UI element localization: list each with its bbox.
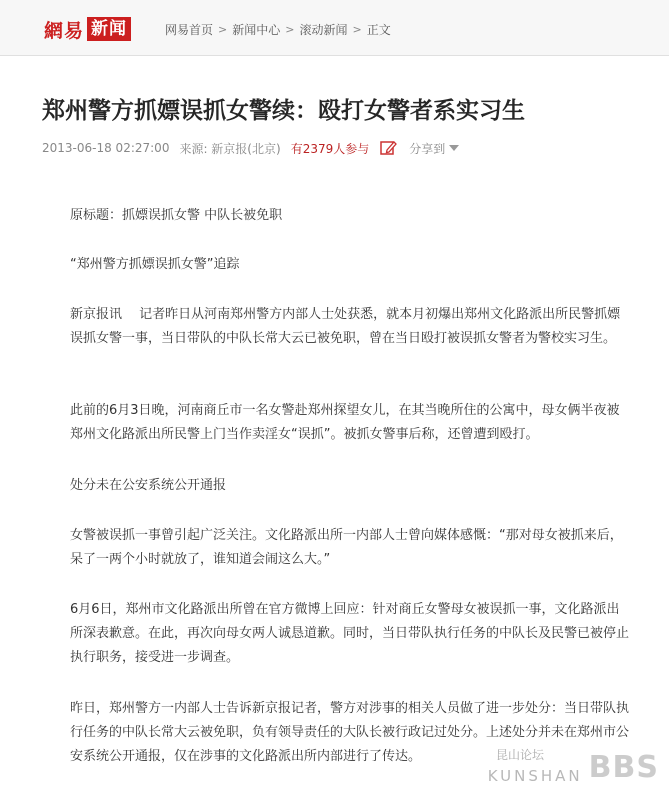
logo-text: 網易 bbox=[44, 19, 85, 42]
share-button[interactable] bbox=[409, 140, 459, 157]
breadcrumb-separator: > bbox=[352, 23, 362, 36]
breadcrumb-rolling-news-link[interactable]: 滚动新闻 bbox=[299, 23, 348, 37]
article-title: 郑州警方抓嫖误抓女警续：殴打女警者系实习生 bbox=[42, 97, 525, 124]
article-meta bbox=[42, 139, 459, 157]
breadcrumb-news-center-link[interactable]: 新闻中心 bbox=[232, 23, 281, 37]
comment-edit-icon[interactable] bbox=[379, 139, 397, 157]
watermark-bbs-text: BBS bbox=[588, 750, 659, 785]
breadcrumb-separator: > bbox=[218, 23, 228, 36]
kunshan-bbs-watermark bbox=[488, 750, 659, 785]
watermark-en-text: KUNSHAN bbox=[487, 767, 583, 785]
watermark-cn-text: 昆山论坛 bbox=[495, 748, 544, 762]
logo-news-box: 新闻 bbox=[87, 17, 131, 41]
publish-datetime: 2013-06-18 02:27:00 bbox=[42, 141, 170, 155]
participants-link[interactable]: 有2379人参与 bbox=[290, 141, 370, 156]
article-paragraph: 6月6日，郑州市文化路派出所曾在官方微博上回应：针对商丘女警母女被误抓一事，文化路派出所深表歉意。在此，再次向母女两人诚恳道歉。同时，当日带队执行任务的中队长及民警已被停止执行职务，接受进一步调查。 bbox=[70, 602, 630, 665]
article-subheading: 处分未在公安系统公开通报 bbox=[70, 478, 227, 493]
article-paragraph: 此前的6月3日晚，河南商丘市一名女警赴郑州探望女儿，在其当晚所住的公寓中，母女俩半夜被郑州文化路派出所民警上门当作卖淫女“误抓”。被抓女警事后称，还曾遭到殴打。 bbox=[70, 403, 620, 442]
article-paragraph: 女警被误抓一事曾引起广泛关注。文化路派出所一内部人士曾向媒体感慨：“那对母女被抓来后，呆了一两个小时就放了，谁知道会闹这么大。” bbox=[70, 528, 623, 567]
breadcrumb bbox=[165, 21, 391, 38]
breadcrumb-separator: > bbox=[285, 23, 295, 36]
breadcrumb-current: 正文 bbox=[366, 23, 391, 37]
article-paragraph: 原标题：抓嫖误抓女警 中队长被免职 bbox=[70, 208, 283, 223]
article-paragraph: 昨日，郑州警方一内部人士告诉新京报记者，警方对涉事的相关人员做了进一步处分：当日带队执行任务的中队长常大云被免职，负有领导责任的大队长被行政记过处分。上述处分并未在郑州市公安系统公开通报，仅在涉事的文化路派出所内部进行了传达。 bbox=[70, 701, 630, 764]
article-paragraph: 新京报讯 记者昨日从河南郑州警方内部人士处获悉，就本月初爆出郑州文化路派出所民警抓嫖误抓女警一事，当日带队的中队长常大云已被免职，曾在当日殴打被误抓女警者为警校实习生。 bbox=[70, 307, 621, 346]
chevron-down-icon bbox=[449, 145, 459, 151]
netease-news-logo[interactable] bbox=[44, 15, 131, 43]
share-label: 分享到 bbox=[409, 141, 446, 156]
breadcrumb-home-link[interactable]: 网易首页 bbox=[165, 23, 214, 37]
top-navigation-bar bbox=[0, 0, 669, 56]
article-subheading: “郑州警方抓嫖误抓女警”追踪 bbox=[70, 257, 240, 272]
article-source: 来源: 新京报(北京) bbox=[179, 141, 281, 156]
